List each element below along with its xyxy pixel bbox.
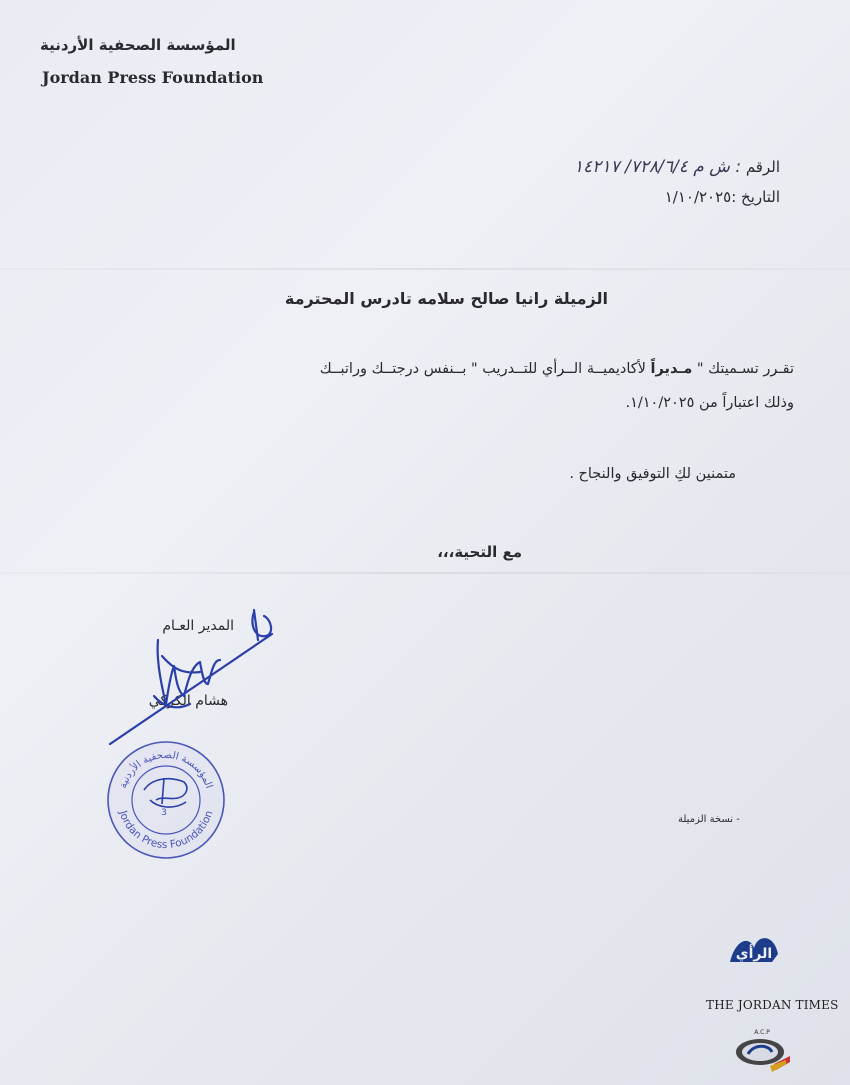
paper-fold (0, 572, 850, 574)
acp-logo-label: A.C.P (754, 1029, 770, 1036)
reference-block (460, 152, 780, 212)
official-stamp (104, 738, 229, 863)
reference-date-value: ١/١٠/٢٠٢٥ (664, 188, 732, 206)
alrai-logo (724, 928, 784, 972)
wish-line: متمنين لكِ التوفيق والنجاح . (569, 466, 736, 482)
greeting: مع التحية،،، (437, 543, 522, 561)
body-paragraph (104, 352, 794, 420)
body-line-1 (104, 352, 794, 386)
reference-number (460, 152, 780, 182)
stamp-number: 3 (161, 808, 167, 818)
body-line-2: وذلك اعتباراً من ١/١٠/٢٠٢٥. (625, 395, 794, 411)
stamp-text-english: Jordan Press Foundation (116, 809, 216, 852)
reference-number-label: الرقم (745, 158, 780, 176)
copy-note: - نسخة الزميلة (678, 814, 740, 825)
position-title: مـديراً (650, 361, 693, 377)
signatory-name: هشام الكركي (148, 693, 228, 709)
signatory-title: المدير العـام (162, 618, 234, 634)
reference-date (460, 182, 780, 212)
org-name-arabic: المؤسسة الصحفية الأردنية (40, 36, 236, 54)
paper-fold (0, 268, 850, 270)
alrai-logo-text: الرأي (735, 946, 773, 962)
reference-date-label: التاريخ : (731, 188, 780, 206)
org-name-english: Jordan Press Foundation (42, 68, 264, 87)
acp-logo (730, 1026, 794, 1074)
body-line-1-end: لأكاديميــة الــرأي للتــدريب " بــنفس درجتــك وراتبــك (319, 361, 651, 377)
jordan-times-logo: THE JORDAN TIMES (706, 998, 839, 1012)
recipient-line: الزميلة رانيا صالح سلامه تادرس المحترمة (284, 289, 608, 308)
stamp-text-arabic: المؤسسة الصحفية الأردنية (117, 749, 215, 790)
body-line-1-start: تقـرر تسـميتك " (692, 361, 794, 377)
handwritten-signature (104, 600, 284, 750)
reference-number-value: : ش م ٧٢٨/٦/٤/ ١٤٢١٧ (573, 157, 742, 177)
